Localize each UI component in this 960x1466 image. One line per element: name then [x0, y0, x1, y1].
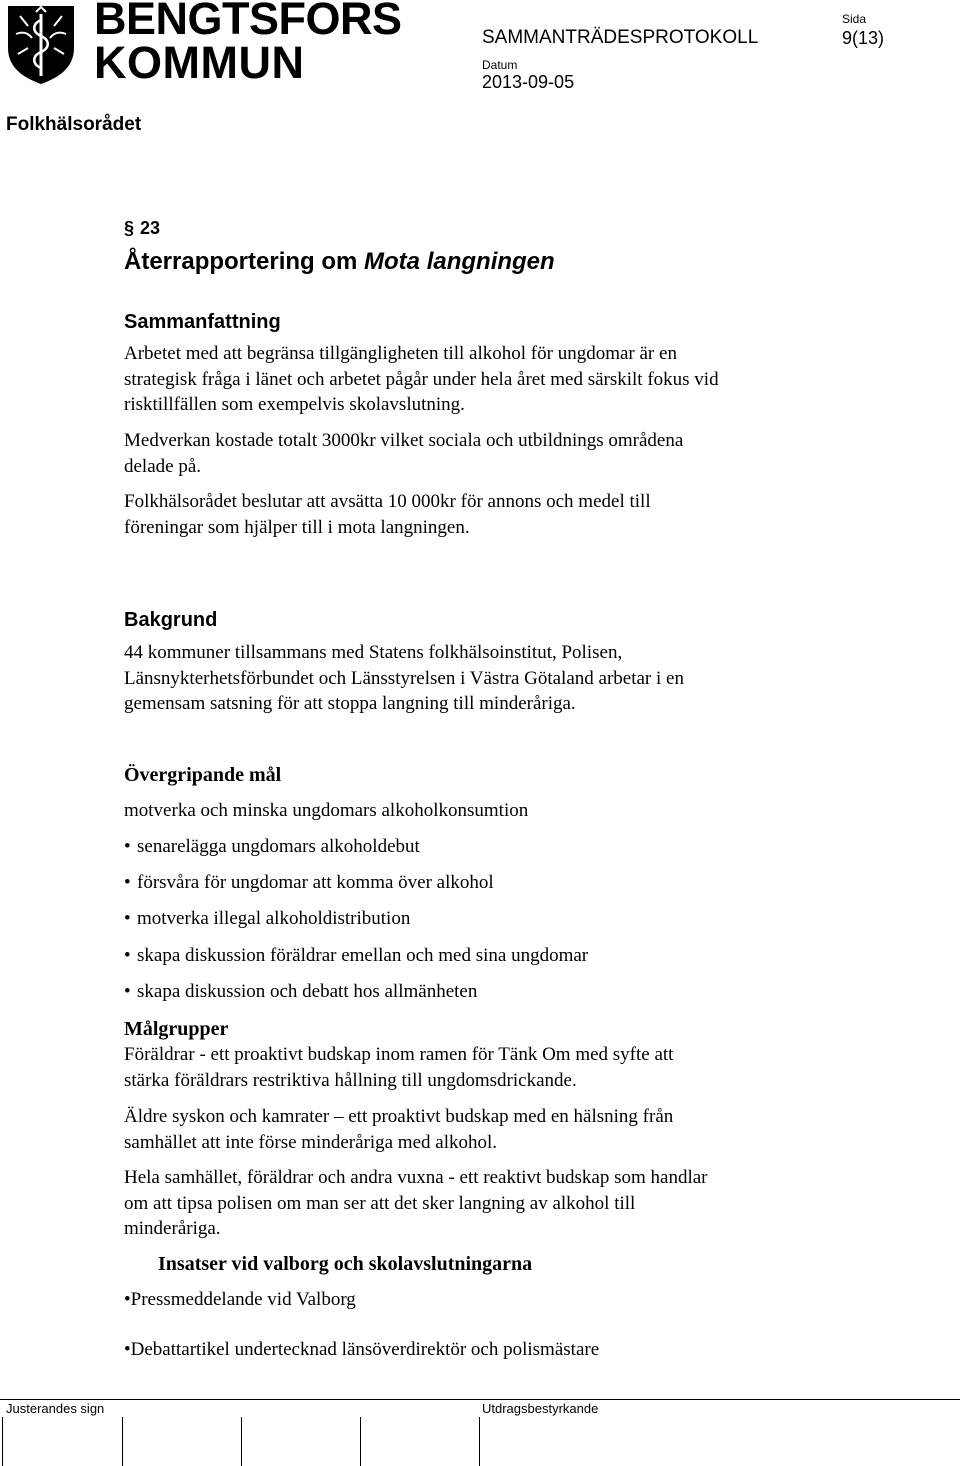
text-line: om att tipsa polisen om man ser att det sker langning av alkohol till	[124, 1192, 636, 1214]
text-line: Föräldrar - ett proaktivt budskap inom ramen för Tänk Om med syfte att	[124, 1044, 674, 1065]
bullet-icon: •	[124, 945, 131, 966]
paragraph-number-value: 23	[140, 218, 161, 238]
utdragsbestyrkande-label: Utdragsbestyrkande	[482, 1401, 599, 1416]
paragraph-number	[124, 218, 160, 239]
text-line: strategisk fråga i länet och arbetet pågår under hela året med särskilt fokus vid	[124, 368, 719, 390]
summary-paragraph-3	[124, 489, 824, 540]
text-line: Länsnykterhetsförbundet och Länsstyrelsen i Västra Götaland arbetar i en	[124, 667, 684, 689]
document-type: SAMMANTRÄDESPROTOKOLL	[482, 27, 759, 48]
list-item	[124, 981, 477, 1003]
text-line: minderåriga.	[124, 1218, 221, 1239]
text-line: Medverkan kostade totalt 3000kr vilket sociala och utbildnings områdena	[124, 430, 684, 451]
target-group-society	[124, 1165, 824, 1242]
page-title	[124, 248, 555, 276]
text-line: Hela samhället, föräldrar och andra vuxna - ett reaktivt budskap som handlar	[124, 1167, 708, 1188]
department-name: Folkhälsorådet	[6, 114, 142, 135]
list-item-text: motverka illegal alkoholdistribution	[137, 908, 411, 929]
brand-name-line1: BENGTSFORS	[94, 0, 402, 44]
signature-box-divider	[2, 1417, 3, 1466]
list-item	[124, 836, 420, 858]
coat-of-arms-icon	[6, 4, 76, 86]
bullet-icon: •	[124, 908, 131, 929]
list-item-text: skapa diskussion föräldrar emellan och med sina ungdomar	[137, 945, 589, 966]
heading-overgripande-mal: Övergripande mål	[124, 764, 282, 786]
target-group-parents	[124, 1042, 824, 1093]
text-line: 44 kommuner tillsammans med Statens folkhälsoinstitut, Polisen,	[124, 642, 623, 663]
bullet-icon: •	[124, 872, 131, 893]
page-number: 9(13)	[842, 28, 885, 48]
text-line: samhället att inte förse minderåriga med alkohol.	[124, 1131, 498, 1153]
signature-box-divider	[360, 1417, 361, 1466]
list-item-text: senarelägga ungdomars alkoholdebut	[137, 836, 420, 857]
text-line: Arbetet med att begränsa tillgängligheten till alkohol för ungdomar är en	[124, 343, 677, 364]
heading-bakgrund: Bakgrund	[124, 609, 218, 631]
title-text: Återrapportering om	[124, 248, 365, 275]
list-item-text: skapa diskussion och debatt hos allmänheten	[137, 981, 478, 1002]
section-sign: §	[124, 218, 135, 238]
bullet-icon: •	[124, 981, 131, 1002]
signature-box-divider	[241, 1417, 242, 1466]
list-item: •Debattartikel undertecknad länsöverdirektör och polismästare	[124, 1339, 600, 1360]
text-line: föreningar som hjälper till i mota langningen.	[124, 516, 470, 538]
heading-sammanfattning: Sammanfattning	[124, 311, 281, 333]
summary-paragraph-1	[124, 341, 824, 418]
list-item-text: försvåra för ungdomar att komma över alkohol	[137, 872, 494, 893]
title-italic-text: Mota langningen	[364, 248, 555, 275]
text-line: risktillfällen som exempelvis skolavslutning.	[124, 394, 465, 415]
date-label: Datum	[482, 58, 518, 72]
text-line: delade på.	[124, 455, 202, 477]
list-item	[124, 908, 410, 930]
summary-paragraph-2	[124, 428, 824, 479]
brand-name-line2: KOMMUN	[94, 37, 305, 88]
text-line: Folkhälsorådet beslutar att avsätta 10 000kr för annons och medel till	[124, 491, 651, 512]
bullet-icon: •	[124, 836, 131, 857]
meeting-date: 2013-09-05	[482, 72, 575, 92]
heading-insatser: Insatser vid valborg och skolavslutningarna	[158, 1253, 533, 1275]
heading-malgrupper: Målgrupper	[124, 1018, 229, 1040]
list-item	[124, 945, 588, 967]
list-item	[124, 872, 494, 894]
municipality-logo	[6, 4, 76, 86]
signature-box-divider	[479, 1417, 480, 1466]
text-line: Äldre syskon och kamrater – ett proaktivt budskap med en hälsning från	[124, 1106, 674, 1127]
target-group-siblings	[124, 1104, 824, 1155]
page-label: Sida	[842, 12, 867, 26]
goal-intro: motverka och minska ungdomars alkoholkonsumtion	[124, 800, 529, 821]
text-line: stärka föräldrars restriktiva hållning till ungdomsdrickande.	[124, 1069, 577, 1091]
footer-divider	[0, 1399, 960, 1400]
text-line: gemensam satsning för att stoppa langning till minderåriga.	[124, 693, 576, 714]
list-item: •Pressmeddelande vid Valborg	[124, 1289, 356, 1310]
background-paragraph	[124, 640, 824, 717]
signature-box-divider	[122, 1417, 123, 1466]
justerandes-sign-label: Justerandes sign	[6, 1401, 105, 1416]
